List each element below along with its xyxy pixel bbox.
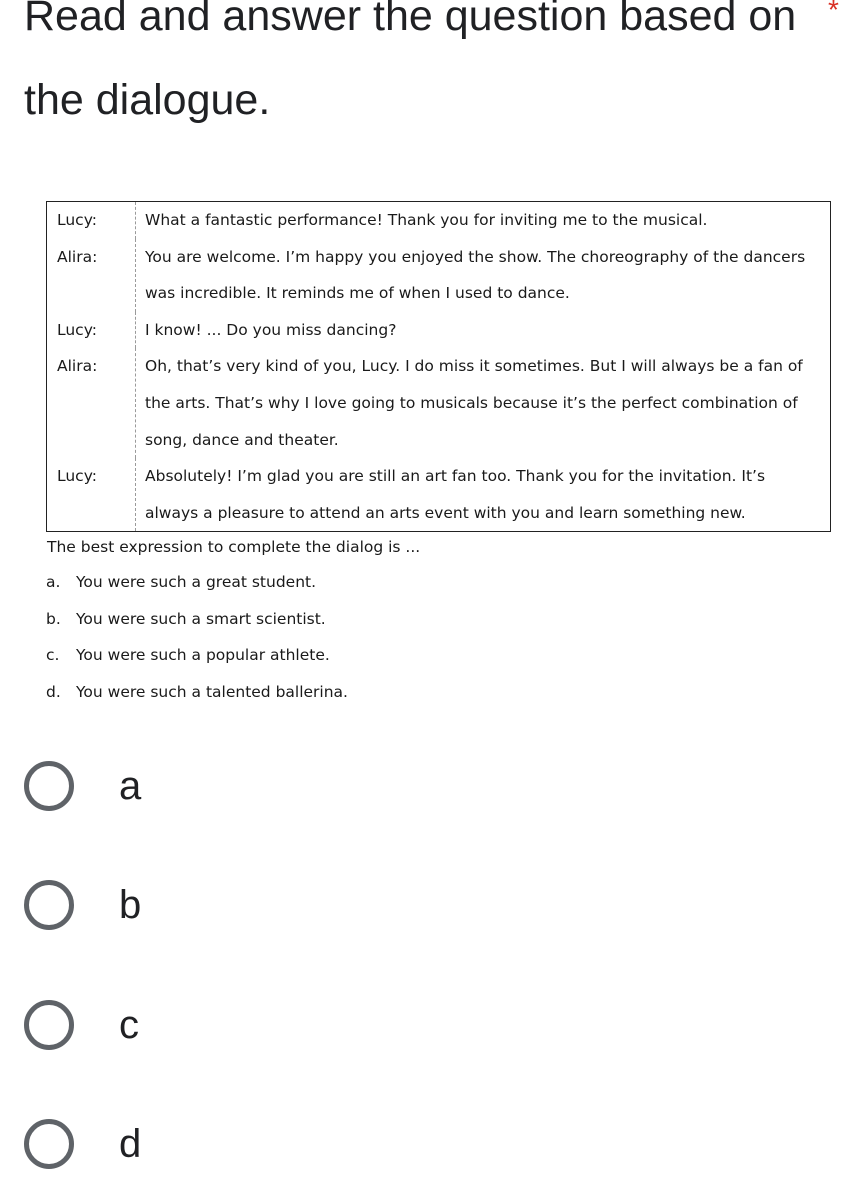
radio-button-icon[interactable] — [24, 761, 74, 811]
dialogue-line: You are welcome. I’m happy you enjoyed the show. The choreography of the dancers — [145, 247, 806, 266]
radio-button-icon[interactable] — [24, 1119, 74, 1169]
required-marker: * — [828, 0, 839, 25]
speaker-label: Lucy: — [57, 211, 97, 229]
choice-item — [46, 677, 348, 714]
speaker-label: Alira: — [57, 247, 98, 266]
radio-button-icon[interactable] — [24, 1000, 74, 1050]
choice-letter: c. — [46, 646, 60, 665]
dialogue-line: I know! ... Do you miss dancing? — [145, 320, 397, 339]
choice-item — [46, 640, 348, 677]
choice-text: You were such a smart scientist. — [76, 609, 326, 628]
radio-option-d[interactable] — [22, 1112, 322, 1176]
choice-letter: d. — [46, 682, 61, 701]
question-title: Read and answer the question based on the dialogue. — [24, 0, 797, 124]
question-prompt: The best expression to complete the dialog is ... — [47, 538, 421, 556]
choice-list — [46, 567, 348, 713]
choice-item — [46, 567, 348, 604]
choice-letter: a. — [46, 573, 61, 591]
dialogue-image — [46, 201, 831, 532]
radio-label[interactable]: c — [119, 1002, 139, 1047]
radio-label[interactable]: b — [119, 882, 142, 927]
speaker-label: Lucy: — [57, 467, 97, 486]
dialogue-line: the arts. That’s why I love going to musicals because it’s the perfect combination of — [145, 393, 798, 412]
choice-text: You were such a talented ballerina. — [76, 682, 348, 701]
dialogue-line: song, dance and theater. — [145, 430, 339, 449]
radio-label[interactable]: a — [119, 763, 142, 808]
radio-button-icon[interactable] — [24, 880, 74, 930]
dialogue-table — [46, 201, 831, 532]
choice-text: You were such a great student. — [76, 573, 317, 591]
radio-option-c[interactable] — [22, 993, 322, 1057]
dialogue-line: always a pleasure to attend an arts event with you and learn something new. — [145, 503, 746, 522]
dialogue-line: was incredible. It reminds me of when I used to dance. — [145, 284, 570, 303]
radio-label[interactable]: d — [119, 1121, 142, 1166]
dialogue-line: What a fantastic performance! Thank you for inviting me to the musical. — [145, 211, 708, 229]
dialogue-line: Oh, that’s very kind of you, Lucy. I do miss it sometimes. But I will always be a fan of — [145, 357, 803, 376]
choice-item — [46, 604, 348, 641]
speaker-label: Alira: — [57, 357, 98, 376]
radio-option-a[interactable] — [22, 754, 322, 818]
radio-option-b[interactable] — [22, 873, 322, 937]
dialogue-line: Absolutely! I’m glad you are still an art fan too. Thank you for the invitation. It’s — [145, 467, 766, 486]
choice-letter: b. — [46, 609, 61, 628]
speaker-label: Lucy: — [57, 320, 97, 339]
choice-text: You were such a popular athlete. — [76, 646, 330, 665]
